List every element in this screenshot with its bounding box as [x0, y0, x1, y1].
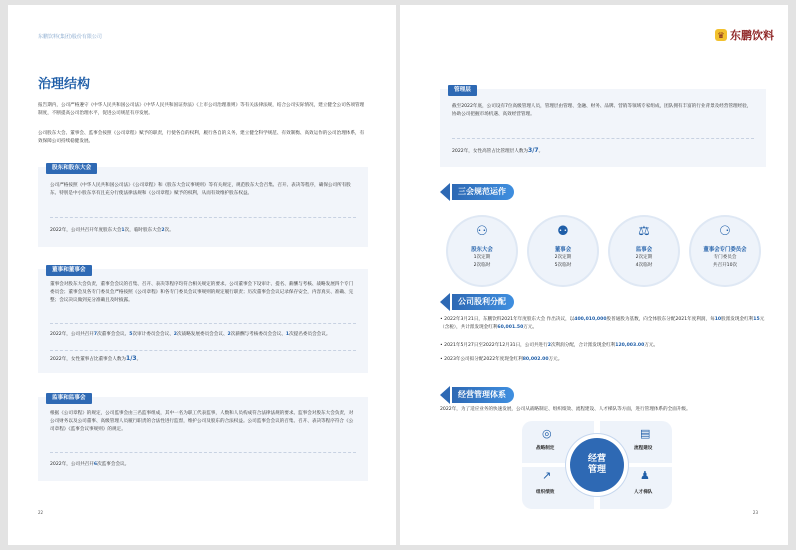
- management-tag: 管理层: [448, 85, 477, 96]
- presentation-icon: ⚖: [638, 224, 650, 239]
- person-icon: ♟: [640, 469, 650, 482]
- intro-paragraph-1: 报告期内，公司严格遵守《中华人民共和国公司法》《中华人民共和国证券法》《上市公司治理准则》等有关法律法规，结合公司实际情况，建立健全公司各项管理制度，不断提高公司治理水平，促进公司规范有序发展。: [38, 103, 365, 117]
- company-header: 东鹏饮料(集团)股份有限公司: [38, 34, 102, 40]
- management-system-intro: 2022年，为了适应业务的快速发展，公司从战略制定、组织绩效、流程建设、人才梯队等方面，进行管理体系的全面升级。: [440, 407, 691, 412]
- circle-supervisors: ⚖ 监事会 2次定期 4次临时: [610, 217, 678, 285]
- circle-board: ⚉ 董事会 2次定期 5次临时: [529, 217, 597, 285]
- page-number-right: 23: [752, 510, 758, 515]
- dividend-bullet-1: • 2022年3月21日，东鹏饮料2021年年度股东大会 作出决议，以400,010,000股普通股为基数，向全体股东分配2021年度利润，每10股派发现金红利15元（含税），共计派发现金红利60,001.50万元。: [440, 317, 765, 330]
- shareholders-text: 公司严格按照《中华人民共和国公司法》《公司章程》和《股东大会议事规则》等有关规定，规范股东大会召集、召开、表决等程序，确保公司所有股东、特别是中小股东享有且充分行使法律法规和《公司章程》赋予的权利，从而有效维护股东权益。: [50, 183, 351, 197]
- arrow-icon: [440, 386, 450, 404]
- right-page: [400, 5, 788, 545]
- divider: [50, 452, 356, 453]
- chart-icon: ↗: [542, 469, 552, 482]
- board-text: 董事会对股东大会负责，董事会会议的召集、召开、表决等程序均符合相关规定的要求。公司董事会下设审计、提名、薪酬与考核、战略发展四个专门委员会；董事会及各专门委员会严格按照《公司章程》和各专门委员会议事规则的规定履行职责；历次董事会会议记录保存安全，内容真实、准确、完整；会议决议做到充分准确且及时披露。: [50, 282, 354, 304]
- management-system-diagram: [522, 421, 672, 509]
- divider: [50, 323, 356, 324]
- logo-icon: ♛: [715, 29, 727, 41]
- quad-performance: ↗ 组织绩效: [522, 467, 594, 509]
- board-stat: 2022年，公司共召开7次董事会会议、5次审计委员会会议、2次战略发展委员会会议、2次薪酬与考核委员会会议、1次提名委员会会议。: [50, 332, 331, 337]
- left-page: [8, 5, 396, 545]
- board-box: [38, 269, 368, 373]
- page-number-left: 22: [38, 510, 44, 515]
- supervisors-tag: 监事和监事会: [46, 393, 92, 404]
- circle-shareholders: ⚇ 股东大会 1次定期 2次临时: [448, 217, 516, 285]
- management-box: [440, 89, 766, 167]
- people-icon: ⚇: [476, 224, 488, 239]
- circle-committees: ⚆ 董事会专门委员会 专门委员会 共召开10次: [691, 217, 759, 285]
- report-spread: [8, 5, 788, 545]
- quad-process: ▤ 流程建设: [600, 421, 672, 463]
- divider: [50, 350, 356, 351]
- intro-paragraph-2: 公司股东大会、董事会、监事会按照《公司章程》赋予的职责，行使各自的权利，履行各自的义务，建立健全科学规范、有效制衡、高效运作的公司治理体系，有效保障公司持续稳健发展。: [38, 131, 365, 145]
- dividend-bullet-2: • 2021年5月27日至2022年12月31日，公司共进行2次利润分配，合计派发现金红利120,003.00万元。: [440, 343, 659, 348]
- supervisors-stat: 2022年，公司共召开6次监事会会议。: [50, 462, 130, 467]
- board-tag: 董事和董事会: [46, 265, 92, 276]
- section-three-meetings: 三会规范运作: [440, 183, 514, 201]
- dividend-bullet-3: • 2023年公司拟分配2022年度现金红利80,002.00万元。: [440, 357, 563, 362]
- shareholders-box: [38, 167, 368, 247]
- divider: [50, 217, 356, 218]
- document-icon: ▤: [640, 427, 651, 440]
- supervisors-text: 根据《公司章程》的规定，公司监事会由三名监事组成，其中一名为职工代表监事，人数和人员构成符合法律法规的要求。监事会对股东大会负责，对公司财务以及公司董事、高级管理人员履行职责的合法性进行监督，维护公司及股东的合法权益。公司监事会会议的召集、召开、表决等程序符合《公司章程》《监事会议事规则》的规定。: [50, 411, 354, 433]
- group-icon: ⚉: [557, 224, 569, 239]
- company-logo: ♛ 东鹏饮料: [715, 27, 774, 43]
- arrow-icon: [440, 183, 450, 201]
- center-circle: 经营 管理: [570, 438, 624, 492]
- shareholders-stat: 2022年，公司共召开年度股东大会1次，临时股东大会2次。: [50, 228, 174, 233]
- divider: [452, 138, 754, 139]
- page-title: 治理结构: [38, 77, 91, 92]
- supervisors-box: [38, 397, 368, 481]
- arrow-icon: [440, 293, 450, 311]
- management-female-stat: 2022年，女性高管占比管理层人数为3/7。: [452, 147, 544, 154]
- quad-strategy: ◎ 战略制定: [522, 421, 594, 463]
- target-icon: ◎: [542, 427, 552, 440]
- shareholders-tag: 股东和股东大会: [46, 163, 97, 174]
- management-text: 截至2022年底，公司设有7位高级管理人员，管理层由管理、金融、财务、品牌、营销等领域专家组成，团队拥有丰富的行业背景及经营管理经验，协助公司把握市场机遇、高效经营管理。: [452, 104, 752, 118]
- section-management-system: 经营管理体系: [440, 386, 514, 404]
- board-female-stat: 2022年，女性董事占比董事会人数为1/3。: [50, 355, 142, 362]
- section-dividend: 公司股利分配: [440, 293, 514, 311]
- quad-talent: ♟ 人才梯队: [600, 467, 672, 509]
- meeting-icon: ⚆: [719, 224, 731, 239]
